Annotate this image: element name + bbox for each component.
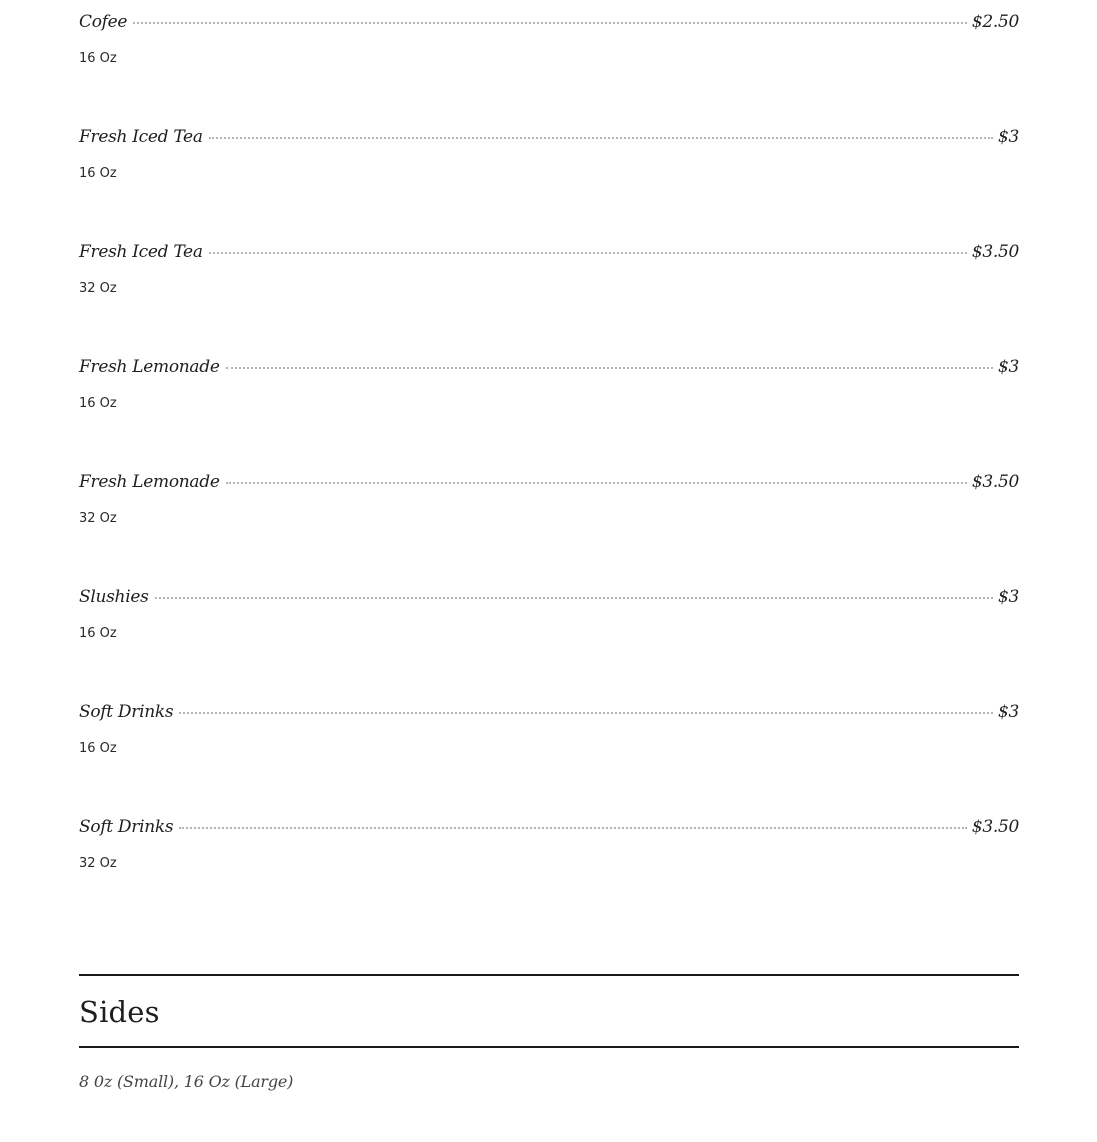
- dot-leader: [133, 22, 967, 24]
- item-name: Soft Drinks: [79, 702, 174, 722]
- menu-item-slushies: [79, 575, 1019, 690]
- item-line: [79, 9, 1019, 35]
- item-size: 16 Oz: [79, 396, 117, 411]
- section-size-note: 8 0z (Small), 16 Oz (Large): [79, 1072, 294, 1091]
- item-line: [79, 814, 1019, 840]
- item-price: $3: [997, 587, 1019, 607]
- item-price: $3: [997, 127, 1019, 147]
- item-size: 16 Oz: [79, 51, 117, 66]
- dot-leader: [226, 367, 993, 369]
- sides-section: [79, 974, 1019, 1091]
- dot-leader: [179, 712, 993, 714]
- item-line: [79, 239, 1019, 265]
- item-name: Cofee: [79, 12, 128, 32]
- item-size: 16 Oz: [79, 741, 117, 756]
- item-price: $2.50: [971, 12, 1019, 32]
- drinks-menu-list: [79, 0, 1019, 920]
- item-line: [79, 469, 1019, 495]
- section-title: Sides: [79, 995, 160, 1029]
- item-price: $3.50: [971, 472, 1019, 492]
- menu-item-iced-tea-16: [79, 115, 1019, 230]
- item-size: 32 Oz: [79, 281, 117, 296]
- item-line: [79, 584, 1019, 610]
- item-price: $3: [997, 357, 1019, 377]
- dot-leader: [209, 252, 967, 254]
- menu-item-lemonade-32: [79, 460, 1019, 575]
- section-bottom-divider: [79, 1046, 1019, 1048]
- item-name: Soft Drinks: [79, 817, 174, 837]
- menu-item-iced-tea-32: [79, 230, 1019, 345]
- menu-item-soft-drinks-32: [79, 805, 1019, 920]
- item-line: [79, 354, 1019, 380]
- menu-item-soft-drinks-16: [79, 690, 1019, 805]
- item-name: Fresh Iced Tea: [79, 127, 203, 147]
- menu-item-coffee: [79, 0, 1019, 115]
- dot-leader: [155, 597, 993, 599]
- dot-leader: [226, 482, 967, 484]
- item-name: Fresh Lemonade: [79, 472, 220, 492]
- item-price: $3.50: [971, 817, 1019, 837]
- item-name: Fresh Iced Tea: [79, 242, 203, 262]
- menu-item-lemonade-16: [79, 345, 1019, 460]
- dot-leader: [179, 827, 967, 829]
- item-size: 16 Oz: [79, 626, 117, 641]
- item-name: Slushies: [79, 587, 149, 607]
- item-line: [79, 124, 1019, 150]
- item-price: $3: [997, 702, 1019, 722]
- item-name: Fresh Lemonade: [79, 357, 220, 377]
- item-size: 16 Oz: [79, 166, 117, 181]
- dot-leader: [209, 137, 993, 139]
- item-size: 32 Oz: [79, 856, 117, 871]
- item-price: $3.50: [971, 242, 1019, 262]
- item-line: [79, 699, 1019, 725]
- item-size: 32 Oz: [79, 511, 117, 526]
